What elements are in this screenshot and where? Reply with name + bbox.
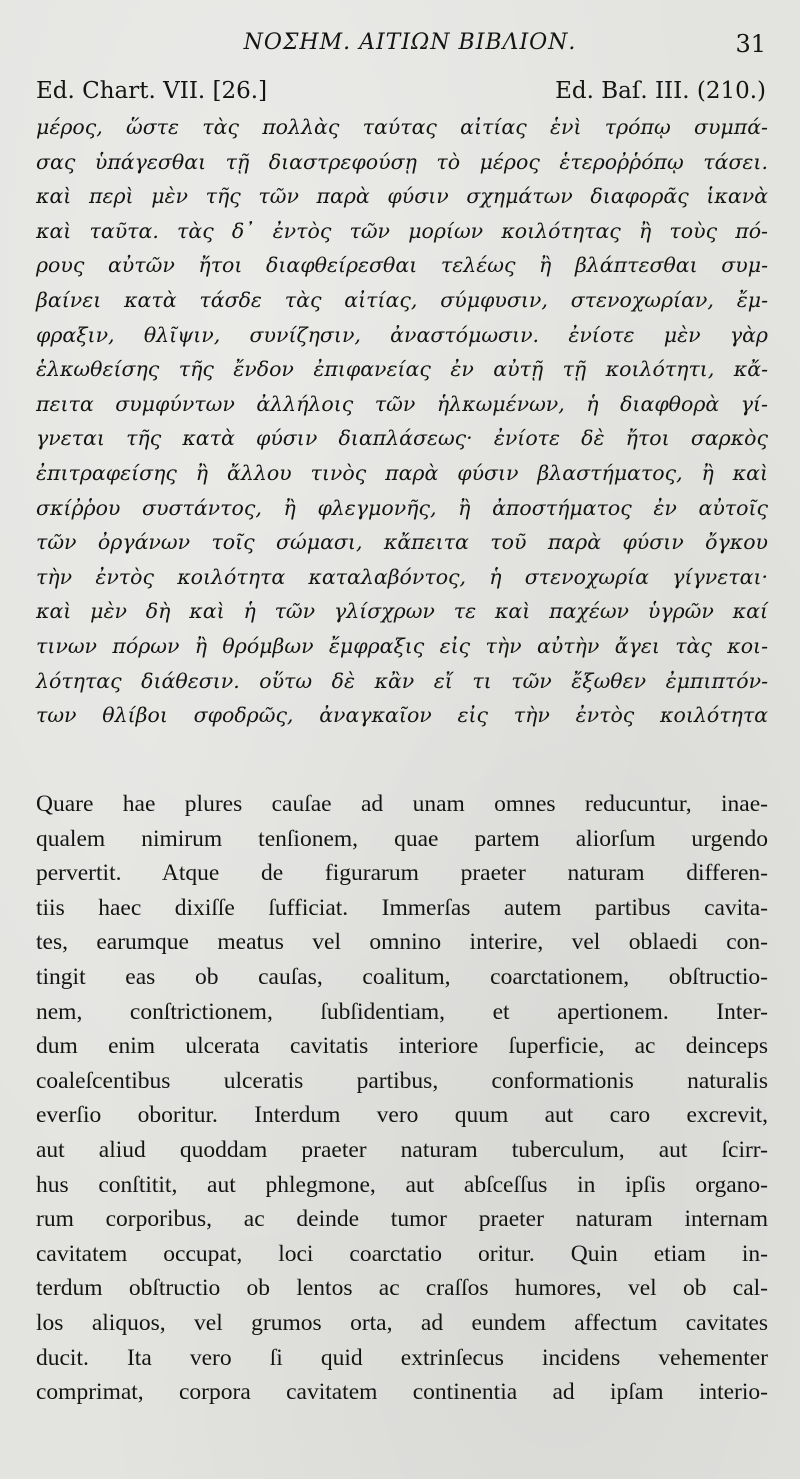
latin-line: nem, conſtrictionem, ſubſidentiam, et apertionem. Inter- xyxy=(36,998,768,1025)
running-head xyxy=(0,30,800,60)
latin-line: tes, earumque meatus vel omnino interire, vel oblaedi con- xyxy=(36,929,768,956)
greek-line: φραξιν, θλῖψιν, συνίζησιν, ἀναστόμωσιν. ἐνίοτε μὲν γὰρ xyxy=(36,322,768,347)
page-number: 31 xyxy=(735,30,766,58)
greek-line: τὴν ἐντὸς κοιλότητα καταλαβόντος, ἡ στενοχωρία γίγνεται· xyxy=(36,564,768,589)
latin-line: cavitatem occupat, loci coarctatio oritur. Quin etiam in- xyxy=(36,1240,768,1267)
latin-line: rum corporibus, ac deinde tumor praeter naturam internam xyxy=(36,1206,768,1233)
latin-line: Quare hae plures cauſae ad unam omnes reducuntur, inae- xyxy=(36,791,768,817)
greek-line: γνεται τῆς κατὰ φύσιν διαπλάσεως· ἐνίοτε δὲ ἤτοι σαρκὸς xyxy=(36,426,768,451)
edition-references xyxy=(36,78,766,108)
edition-chartier: Ed. Chart. VII. [26.] xyxy=(36,78,268,104)
latin-line: pervertit. Atque de figurarum praeter naturam differen- xyxy=(36,860,768,887)
latin-line: dum enim ulcerata cavitatis interiore ſuperficie, ac deinceps xyxy=(36,1033,768,1060)
latin-line: everſio oboritur. Interdum vero quum aut caro excrevit, xyxy=(36,1102,768,1129)
greek-line: τῶν ὀργάνων τοῖς σώμασι, κἄπειτα τοῦ παρὰ φύσιν ὄγκου xyxy=(36,530,768,555)
running-title: ΝΟΣΗΜ. ΑΙΤΙΩΝ ΒΙΒΛΙΟΝ. xyxy=(243,30,577,55)
latin-line: tingit eas ob cauſas, coalitum, coarctationem, obſtructio- xyxy=(36,963,768,990)
greek-line: καὶ μὲν δὴ καὶ ἡ τῶν γλίσχρων τε καὶ παχέων ὑγρῶν καί xyxy=(36,599,768,624)
edition-basel: Ed. Baſ. III. (210.) xyxy=(555,78,766,104)
greek-line: πειτα συμφύντων ἀλλήλοις τῶν ἡλκωμένων, ἡ διαφθορὰ γί- xyxy=(36,391,768,416)
latin-line: comprimat, corpora cavitatem continentia ad ipſam interio- xyxy=(36,1379,768,1406)
greek-line: ρους αὐτῶν ἤτοι διαφθείρεσθαι τελέως ἢ βλάπτεσθαι συμ- xyxy=(36,253,768,278)
greek-line: βαίνει κατὰ τάσδε τὰς αἰτίας, σύμφυσιν, στενοχωρίαν, ἔμ- xyxy=(36,287,768,312)
latin-line: tiis haec dixiſſe ſufficiat. Immerſas autem partibus cavita- xyxy=(36,894,768,921)
greek-line: λότητας διάθεσιν. οὕτω δὲ κἂν εἴ τι τῶν ἔξωθεν ἐμπιπτόν- xyxy=(36,668,768,693)
latin-line: los aliquos, vel grumos orta, ad eundem affectum cavitates xyxy=(36,1309,768,1336)
greek-line: τινων πόρων ἢ θρόμβων ἔμφραξις εἰς τὴν αὐτὴν ἄγει τὰς κοι- xyxy=(36,633,768,658)
greek-line: ἑλκωθείσης τῆς ἔνδον ἐπιφανείας ἐν αὐτῇ τῇ κοιλότητι, κἄ- xyxy=(36,357,768,382)
greek-line: καὶ ταῦτα. τὰς δ᾽ ἐντὸς τῶν μορίων κοιλότητας ἢ τοὺς πό- xyxy=(36,218,768,243)
greek-line: ἐπιτραφείσης ἢ ἄλλου τινὸς παρὰ φύσιν βλαστήματος, ἢ καὶ xyxy=(36,460,768,485)
latin-line: qualem nimirum tenſionem, quae partem aliorſum urgendo xyxy=(36,825,768,852)
greek-line: καὶ περὶ μὲν τῆς τῶν παρὰ φύσιν σχημάτων διαφορᾶς ἱκανὰ xyxy=(36,184,768,209)
greek-line: των θλίβοι σφοδρῶς, ἀναγκαῖον εἰς τὴν ἐντὸς κοιλότητα xyxy=(36,703,768,728)
latin-text-block xyxy=(36,787,768,1410)
greek-line: μέρος, ὥστε τὰς πολλὰς ταύτας αἰτίας ἑνὶ τρόπῳ συμπά- xyxy=(36,115,768,139)
greek-line: σας ὑπάγεσθαι τῇ διαστρεφούσῃ τὸ μέρος ἑτεροῤῥόπῳ τάσει. xyxy=(36,149,768,174)
latin-line: aut aliud quoddam praeter naturam tuberculum, aut ſcirr- xyxy=(36,1136,768,1163)
greek-line: σκίῤῥου συστάντος, ἢ φλεγμονῆς, ἢ ἀποστήματος ἐν αὐτοῖς xyxy=(36,495,768,520)
latin-line: coaleſcentibus ulceratis partibus, conformationis naturalis xyxy=(36,1067,768,1094)
latin-line: ducit. Ita vero ſi quid extrinſecus incidens vehementer xyxy=(36,1344,768,1371)
latin-line: hus conſtitit, aut phlegmone, aut abſceſſus in ipſis organo- xyxy=(36,1171,768,1198)
greek-text-block xyxy=(36,110,768,733)
latin-line: terdum obſtructio ob lentos ac craſſos humores, vel ob cal- xyxy=(36,1275,768,1302)
